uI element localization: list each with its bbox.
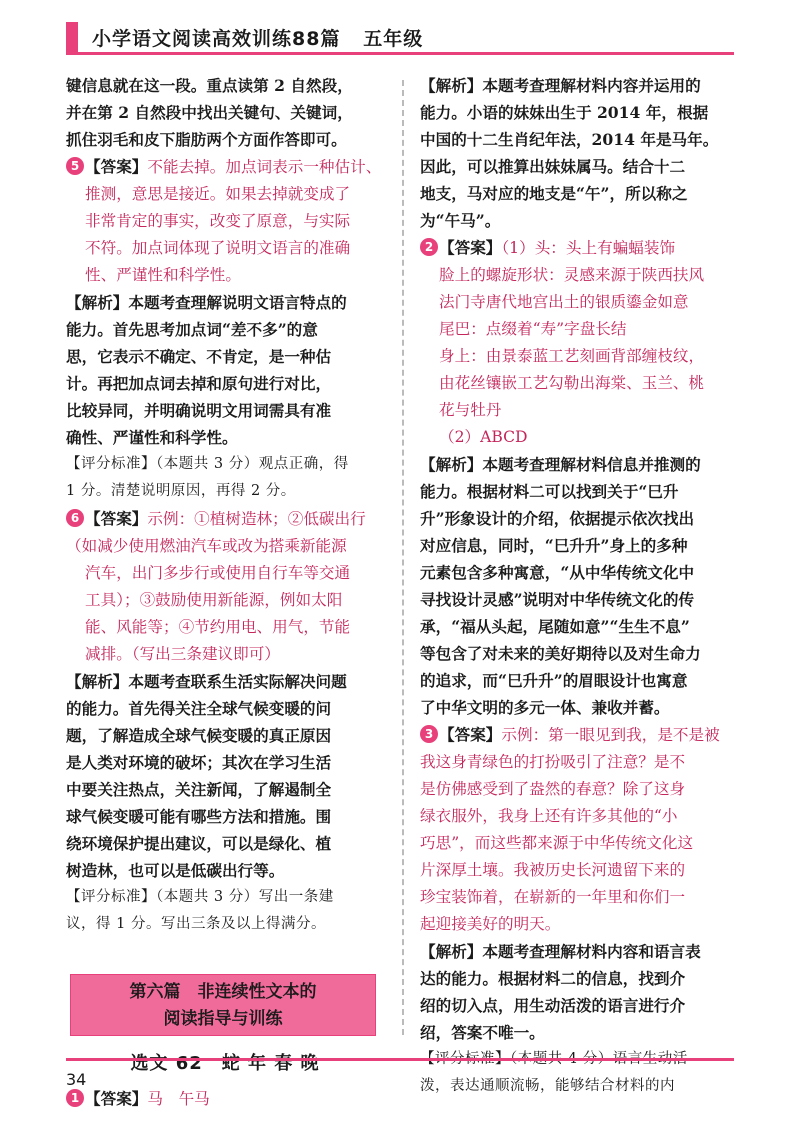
analysis-tag: 【解析】 bbox=[420, 76, 483, 95]
left-column bbox=[66, 72, 384, 1113]
answer-text: 减排。（写出三条建议即可） bbox=[85, 645, 280, 663]
question-5 bbox=[66, 153, 384, 505]
analysis-text: 是人类对环境的破坏；其次在学习生活 bbox=[66, 753, 332, 772]
answer-text: 片深厚土壤。我被历史长河遗留下来的 bbox=[420, 861, 686, 879]
analysis-text: 寻找设计灵感”说明对中华传统文化的传 bbox=[420, 590, 695, 609]
analysis-text: 达的能力。根据材料二的信息，找到介 bbox=[420, 969, 686, 988]
question-number-badge: 2 bbox=[420, 238, 438, 256]
answer-line bbox=[420, 721, 740, 749]
question-number-badge: 6 bbox=[66, 509, 84, 527]
analysis-text: 为“午马”。 bbox=[420, 211, 501, 230]
answer-text: 巧思”，而这些都来源于中华传统文化这 bbox=[420, 834, 694, 852]
answer-line bbox=[66, 505, 384, 533]
article-title: 选文 62 蛇 年 春 晚 bbox=[130, 1053, 320, 1074]
analysis-text: 中国的十二生肖纪年法，2014 年是马年。 bbox=[420, 130, 719, 149]
analysis-tag: 【解析】 bbox=[420, 455, 483, 474]
answer-text: 能、风能等；④节约用电、用气，节能 bbox=[85, 618, 351, 636]
footer-rule bbox=[66, 1058, 734, 1061]
answer-text: 汽车，出门多步行或使用自行车等交通 bbox=[85, 564, 351, 582]
answer-line bbox=[66, 1085, 384, 1113]
answer-text: （1）头：头上有蝙蝠装饰 bbox=[501, 239, 676, 257]
intro-paragraph bbox=[66, 72, 384, 153]
page-header bbox=[0, 0, 800, 56]
analysis-text: 的追求，而“巳升升”的眉眼设计也寓意 bbox=[420, 671, 688, 690]
scoring-standard: 1 分。清楚说明原因，再得 2 分。 bbox=[66, 483, 296, 499]
answer-text: 尾巴：点缀着“寿”字盘长结 bbox=[439, 320, 627, 338]
analysis-text: 能力。小语的妹妹出生于 2014 年，根据 bbox=[420, 103, 709, 122]
analysis-line bbox=[420, 72, 740, 99]
answer-text: 法门寺唐代地宫出土的银质鎏金如意 bbox=[439, 293, 689, 311]
text-line: 键信息就在这一段。重点读第 2 自然段， bbox=[66, 76, 353, 95]
analysis-text: 元素包含多种寓意，“从中华传统文化中 bbox=[420, 563, 695, 582]
answer-text: 示例：第一眼见到我，是不是被 bbox=[501, 726, 720, 744]
book-title: 小学语文阅读高效训练88篇 五年级 bbox=[92, 28, 424, 50]
answer-text: 由花丝镶嵌工艺勾勒出海棠、玉兰、桃 bbox=[439, 374, 705, 392]
analysis-tag: 【解析】 bbox=[420, 942, 483, 961]
scoring-standard: 【评分标准】（本题共 3 分）写出一条建 bbox=[66, 889, 334, 905]
answer-text: 绿衣服外，我身上还有许多其他的“小 bbox=[420, 807, 678, 825]
analysis-text: 本题考查联系生活实际解决问题 bbox=[128, 672, 347, 691]
header-tab-marker bbox=[66, 22, 78, 54]
answer-text: 不能去掉。加点词表示一种估计、 bbox=[147, 158, 382, 176]
answer-tag: 【答案】 bbox=[439, 725, 502, 744]
analysis-text: 中要关注热点，关注新闻，了解遏制全 bbox=[66, 780, 332, 799]
analysis-text: 的能力。首先得关注全球气候变暖的问 bbox=[66, 699, 332, 718]
analysis-line bbox=[66, 289, 384, 316]
column-divider bbox=[402, 80, 404, 1035]
analysis-line bbox=[420, 938, 740, 965]
answer-text: 身上：由景泰蓝工艺刻画背部缠枝纹， bbox=[439, 347, 705, 365]
answer-text: 性、严谨性和科学性。 bbox=[85, 266, 241, 284]
analysis-text: 了中华文明的多元一体、兼收并蓄。 bbox=[420, 698, 670, 717]
answer-text: 珍宝装饰着，在崭新的一年里和你们一 bbox=[420, 888, 686, 906]
section-banner bbox=[70, 974, 376, 1036]
analysis-text: 本题考查理解材料内容和语言表 bbox=[482, 942, 701, 961]
analysis-text: 对应信息，同时，“巳升升”身上的多种 bbox=[420, 536, 688, 555]
answer-text: 不符。加点词体现了说明文语言的准确 bbox=[85, 239, 351, 257]
page-number: 34 bbox=[66, 1070, 87, 1089]
answer-text: （如减少使用燃油汽车或改为搭乘新能源 bbox=[66, 537, 347, 555]
analysis-text: 本题考查理解材料内容并运用的 bbox=[482, 76, 701, 95]
answer-line bbox=[66, 153, 384, 181]
analysis-text: 地支，马对应的地支是“午”，所以称之 bbox=[420, 184, 688, 203]
analysis-line bbox=[66, 668, 384, 695]
analysis-text: 能力。首先思考加点词“差不多”的意 bbox=[66, 320, 318, 339]
text-line: 并在第 2 自然段中找出关键句、关键词， bbox=[66, 103, 353, 122]
analysis-tag: 【解析】 bbox=[66, 293, 129, 312]
analysis-text: 本题考查理解说明文语言特点的 bbox=[128, 293, 347, 312]
answer-text: 工具）；③鼓励使用新能源，例如太阳 bbox=[85, 591, 343, 609]
analysis-tag: 【解析】 bbox=[66, 672, 129, 691]
analysis-text: 比较异同，并明确说明文用词需具有准 bbox=[66, 401, 332, 420]
scoring-standard: 泼，表达通顺流畅，能够结合材料的内 bbox=[420, 1078, 675, 1094]
scoring-standard: 议，得 1 分。写出三条及以上得满分。 bbox=[66, 916, 326, 932]
right-column bbox=[420, 72, 740, 1100]
analysis-text: 树造林，也可以是低碳出行等。 bbox=[66, 861, 285, 880]
analysis-text: 思，它表示不确定、不肯定，是一种估 bbox=[66, 347, 332, 366]
analysis-text: 球气候变暖可能有哪些方法和措施。围 bbox=[66, 807, 332, 826]
analysis-text: 能力。根据材料二可以找到关于“巳升 bbox=[420, 482, 679, 501]
answer-text: 推测，意思是接近。如果去掉就变成了 bbox=[85, 185, 351, 203]
question-3 bbox=[420, 721, 740, 1100]
answer-text: 花与牡丹 bbox=[439, 401, 502, 419]
analysis-text: 承，“福从头起，尾随如意”“生生不息” bbox=[420, 617, 690, 636]
question-number-badge: 3 bbox=[420, 725, 438, 743]
answer-text: 是仿佛感受到了盎然的春意？除了这身 bbox=[420, 780, 686, 798]
analysis-text: 绍的切入点，用生动活泼的语言进行介 bbox=[420, 996, 686, 1015]
scoring-standard: 【评分标准】（本题共 3 分）观点正确，得 bbox=[66, 456, 349, 472]
analysis-text: 计。再把加点词去掉和原句进行对比， bbox=[66, 374, 332, 393]
analysis-text: 题，了解造成全球气候变暖的真正原因 bbox=[66, 726, 332, 745]
analysis-text: 绍，答案不唯一。 bbox=[420, 1023, 545, 1042]
answer-tag: 【答案】 bbox=[439, 238, 502, 257]
answer-tag: 【答案】 bbox=[85, 1089, 148, 1108]
answer-text: 我这身青绿色的打扮吸引了注意？是不 bbox=[420, 753, 686, 771]
answer-tag: 【答案】 bbox=[85, 157, 148, 176]
question-1-analysis bbox=[420, 72, 740, 234]
analysis-text: 升”形象设计的介绍，依据提示依次找出 bbox=[420, 509, 695, 528]
question-2 bbox=[420, 234, 740, 721]
analysis-line bbox=[420, 451, 740, 478]
answer-text: 脸上的螺旋形状：灵感来源于陕西扶风 bbox=[439, 266, 705, 284]
question-6 bbox=[66, 505, 384, 938]
answer-text: 马 午马 bbox=[147, 1090, 210, 1108]
analysis-text: 绕环境保护提出建议，可以是绿化、植 bbox=[66, 834, 332, 853]
scoring-standard: 【评分标准】（本题共 4 分）语言生动活 bbox=[420, 1051, 688, 1067]
question-number-badge: 5 bbox=[66, 157, 84, 175]
text-line: 抓住羽毛和皮下脂肪两个方面作答即可。 bbox=[66, 130, 347, 149]
answer-tag: 【答案】 bbox=[85, 509, 148, 528]
answer-text: （2）ABCD bbox=[439, 428, 528, 446]
section-title-line: 阅读指导与训练 bbox=[163, 1009, 283, 1029]
answer-line bbox=[420, 234, 740, 262]
answer-text: 示例：①植树造林；②低碳出行 bbox=[147, 510, 366, 528]
analysis-text: 本题考查理解材料信息并推测的 bbox=[482, 455, 701, 474]
analysis-text: 确性、严谨性和科学性。 bbox=[66, 428, 238, 447]
section-title-line: 第六篇 非连续性文本的 bbox=[129, 982, 317, 1002]
analysis-text: 等包含了对未来的美好期待以及对生命力 bbox=[420, 644, 701, 663]
analysis-text: 因此，可以推算出妹妹属马。结合十二 bbox=[420, 157, 686, 176]
answer-text: 起迎接美好的明天。 bbox=[420, 915, 561, 933]
question-number-badge: 1 bbox=[66, 1089, 84, 1107]
answer-text: 非常肯定的事实，改变了原意，与实际 bbox=[85, 212, 351, 230]
